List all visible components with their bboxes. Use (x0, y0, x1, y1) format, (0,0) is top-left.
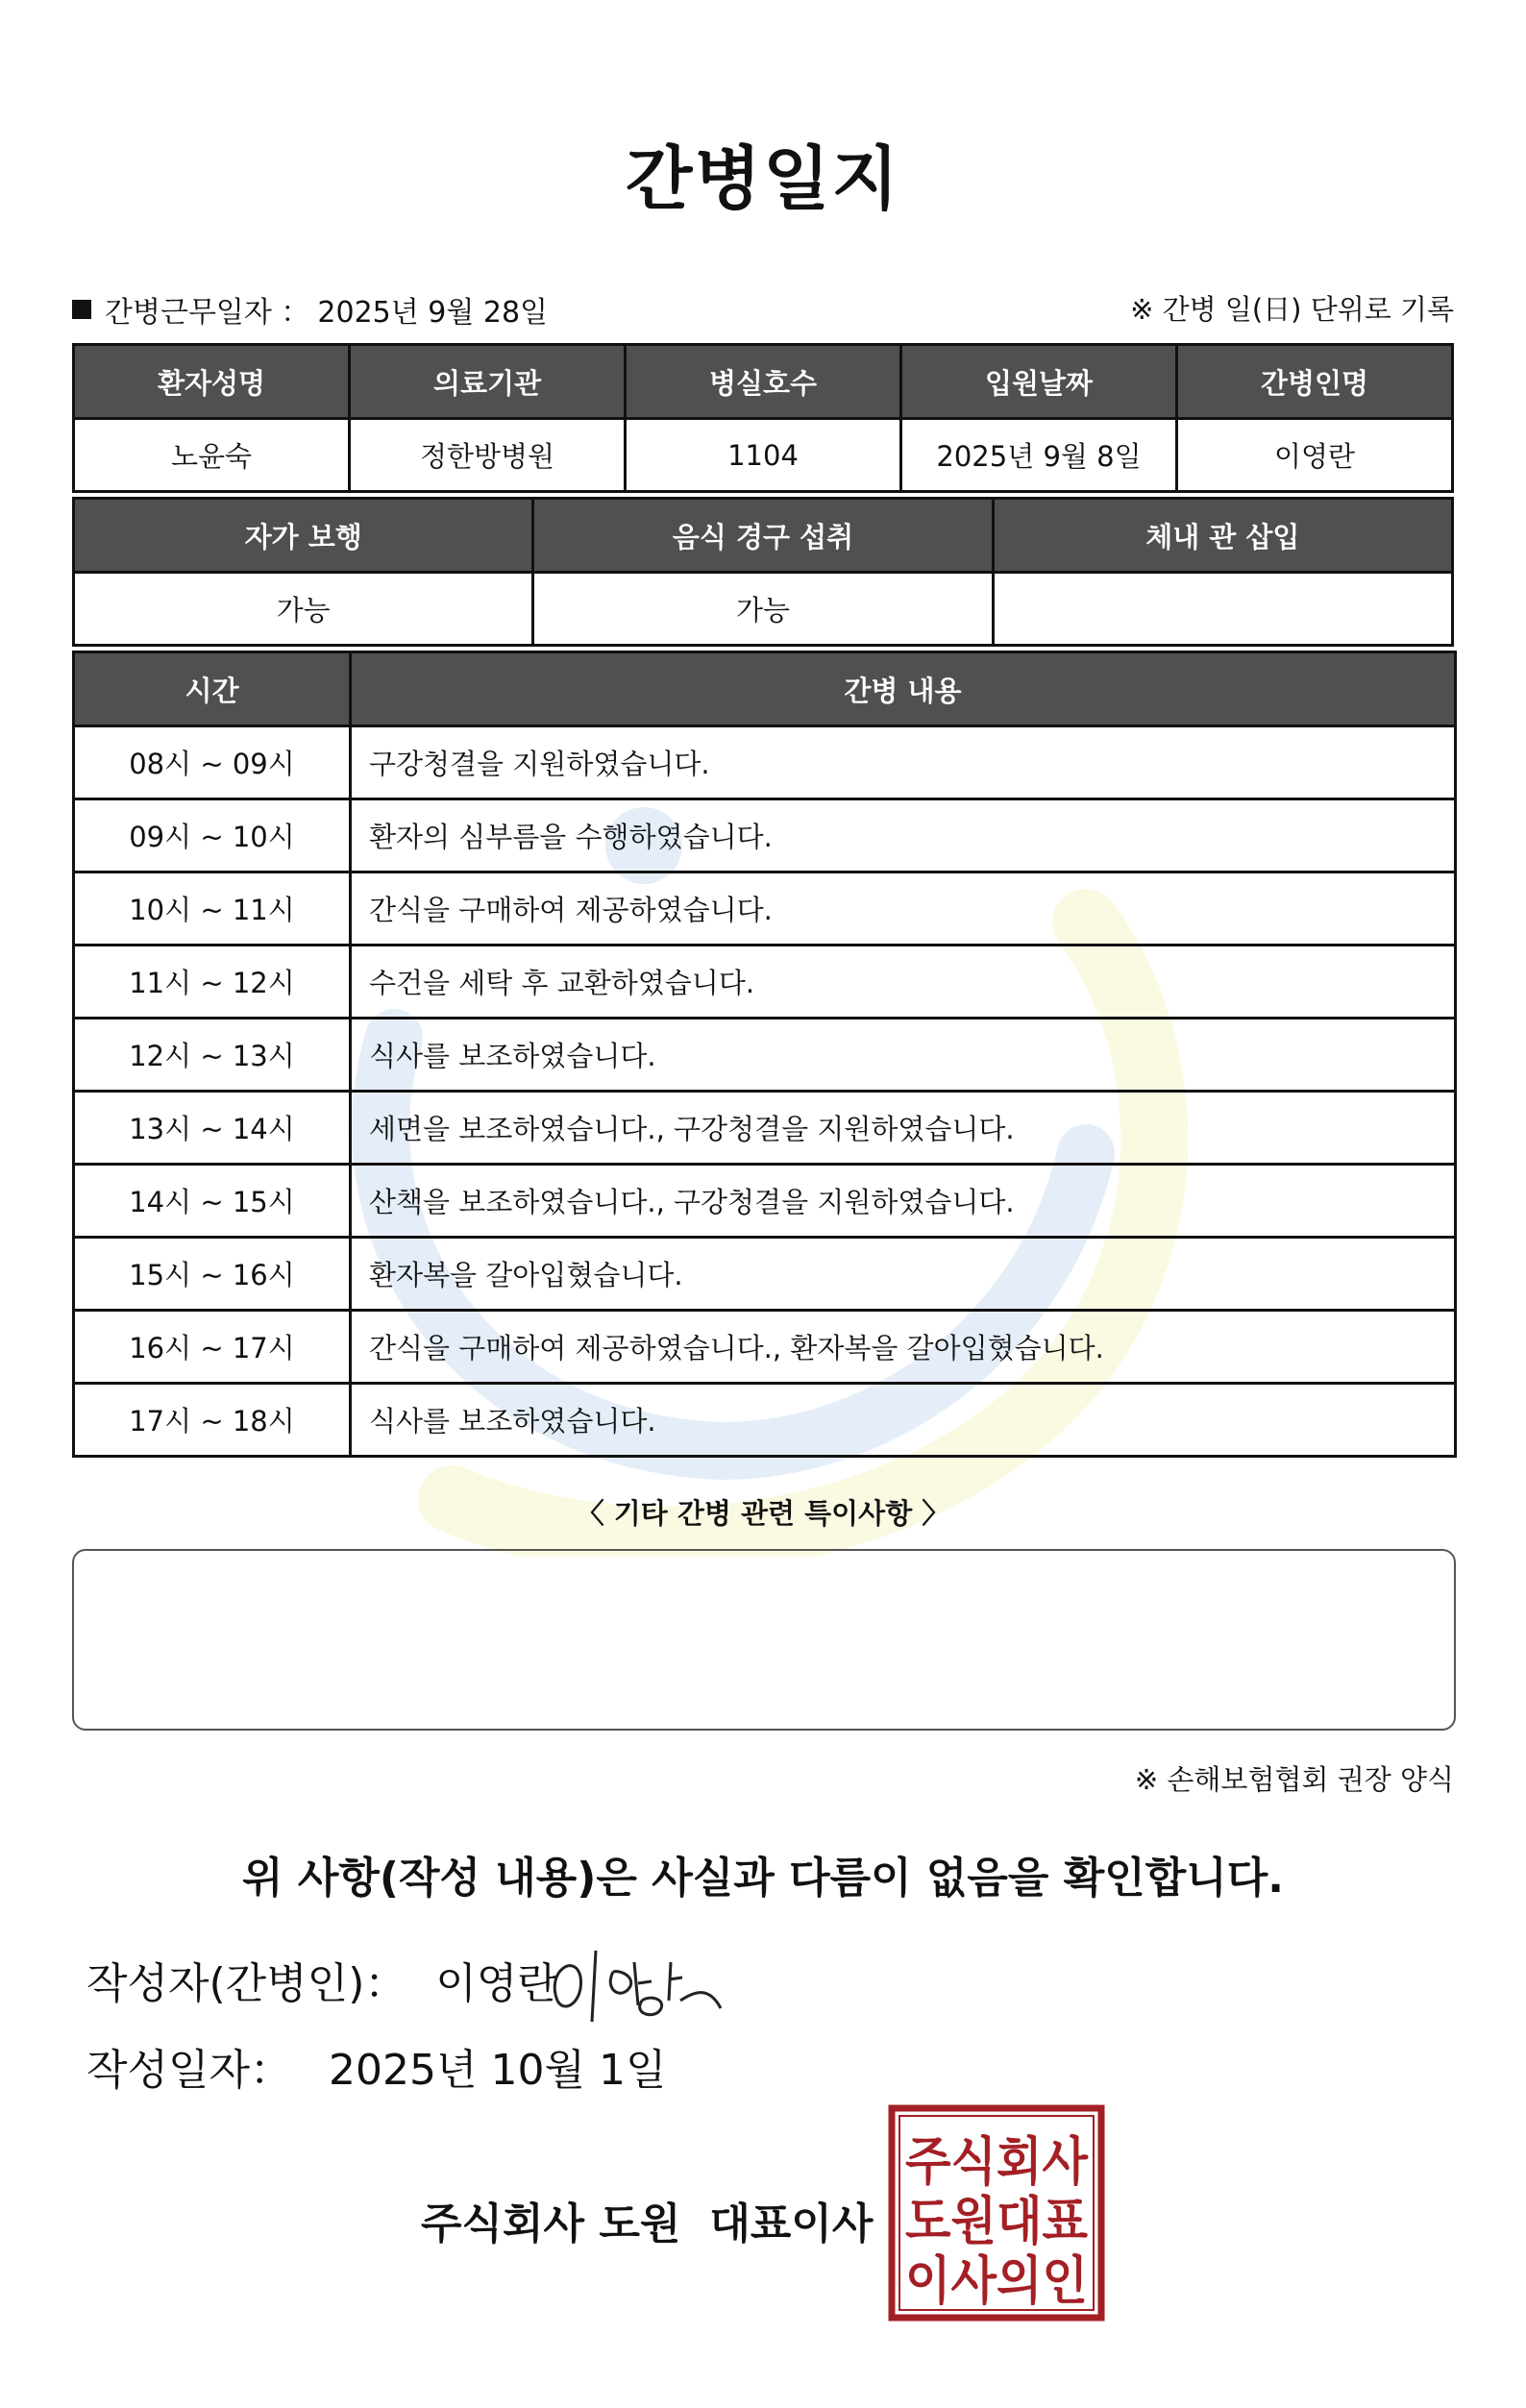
header-time: 시간 (74, 652, 351, 726)
company-line (421, 2189, 873, 2250)
writer-line (86, 1949, 558, 2010)
care-content: 수건을 세탁 후 교환하였습니다. (351, 946, 1456, 1019)
written-date-value: 2025년 10월 1일 (329, 2046, 667, 2095)
care-content: 구강청결을 지원하였습니다. (351, 726, 1456, 799)
hospital: 정한방병원 (350, 419, 626, 492)
care-row (74, 1092, 1456, 1165)
patient-name: 노윤숙 (74, 419, 350, 492)
status-table (72, 497, 1454, 647)
header-room-number: 병실호수 (626, 345, 901, 419)
written-date-line (86, 2035, 666, 2097)
tube-insertion (993, 573, 1452, 646)
header-care-content: 간병 내용 (351, 652, 1456, 726)
writer-name: 이영란 (435, 1959, 558, 2008)
care-row (74, 1384, 1456, 1457)
header-self-walking: 자가 보행 (74, 499, 533, 573)
square-bullet-icon (72, 300, 91, 319)
care-time: 13시 ~ 14시 (74, 1092, 351, 1165)
company-name: 주식회사 도원 (421, 2199, 681, 2248)
care-row (74, 726, 1456, 799)
care-row (74, 946, 1456, 1019)
care-row (74, 1238, 1456, 1311)
writer-label: 작성자(간병인)： (86, 1959, 407, 2008)
admission-date: 2025년 9월 8일 (901, 419, 1177, 492)
handwritten-signature (546, 1933, 728, 2029)
seal-line-3: 이사의인 (905, 2250, 1088, 2311)
room-number: 1104 (626, 419, 901, 492)
company-role: 대표이사 (709, 2199, 874, 2248)
care-time: 17시 ~ 18시 (74, 1384, 351, 1457)
form-note: ※ 손해보험협회 권장 양식 (1134, 1763, 1454, 1796)
care-row (74, 1019, 1456, 1092)
work-date (72, 288, 548, 331)
care-content: 간식을 구매하여 제공하였습니다., 환자복을 갈아입혔습니다. (351, 1311, 1456, 1384)
care-time: 12시 ~ 13시 (74, 1019, 351, 1092)
care-content: 환자의 심부름을 수행하였습니다. (351, 799, 1456, 872)
caregiver-name: 이영란 (1177, 419, 1453, 492)
care-time: 14시 ~ 15시 (74, 1165, 351, 1238)
care-row (74, 1165, 1456, 1238)
care-time: 08시 ~ 09시 (74, 726, 351, 799)
care-content: 식사를 보조하였습니다. (351, 1384, 1456, 1457)
work-date-value: 2025년 9월 28일 (317, 296, 549, 330)
work-date-label: 간병근무일자 ： (105, 296, 310, 330)
seal-line-2: 도원대표 (905, 2191, 1088, 2251)
header-tube-insertion: 체내 관 삽입 (993, 499, 1452, 573)
care-content: 간식을 구매하여 제공하였습니다. (351, 872, 1456, 946)
oral-intake: 가능 (533, 573, 993, 646)
care-content: 환자복을 갈아입혔습니다. (351, 1238, 1456, 1311)
care-time: 15시 ~ 16시 (74, 1238, 351, 1311)
confirmation-statement: 위 사항(작성 내용)은 사실과 다름이 없음을 확인합니다. (242, 1854, 1284, 1903)
care-content: 산책을 보조하였습니다., 구강청결을 지원하였습니다. (351, 1165, 1456, 1238)
page-title: 간병일지 (625, 138, 901, 219)
written-date-label: 작성일자： (86, 2046, 293, 2095)
header-admission-date: 입원날짜 (901, 345, 1177, 419)
care-time: 09시 ~ 10시 (74, 799, 351, 872)
special-notes-box (72, 1549, 1456, 1731)
header-patient-name: 환자성명 (74, 345, 350, 419)
company-seal (888, 2104, 1105, 2322)
special-notes-title: 〈 기타 간병 관련 특이사항 〉 (576, 1497, 950, 1530)
care-row (74, 1311, 1456, 1384)
header-oral-intake: 음식 경구 섭취 (533, 499, 993, 573)
care-content: 식사를 보조하였습니다. (351, 1019, 1456, 1092)
care-row (74, 799, 1456, 872)
care-row (74, 872, 1456, 946)
care-time: 10시 ~ 11시 (74, 872, 351, 946)
patient-table (72, 343, 1454, 493)
seal-line-1: 주식회사 (905, 2131, 1089, 2192)
header-caregiver-name: 간병인명 (1177, 345, 1453, 419)
care-time: 16시 ~ 17시 (74, 1311, 351, 1384)
care-content: 세면을 보조하였습니다., 구강청결을 지원하였습니다. (351, 1092, 1456, 1165)
care-table (72, 651, 1457, 1458)
self-walking: 가능 (74, 573, 533, 646)
record-note: ※ 간병 일(日) 단위로 기록 (1130, 293, 1454, 326)
care-time: 11시 ~ 12시 (74, 946, 351, 1019)
header-hospital: 의료기관 (350, 345, 626, 419)
